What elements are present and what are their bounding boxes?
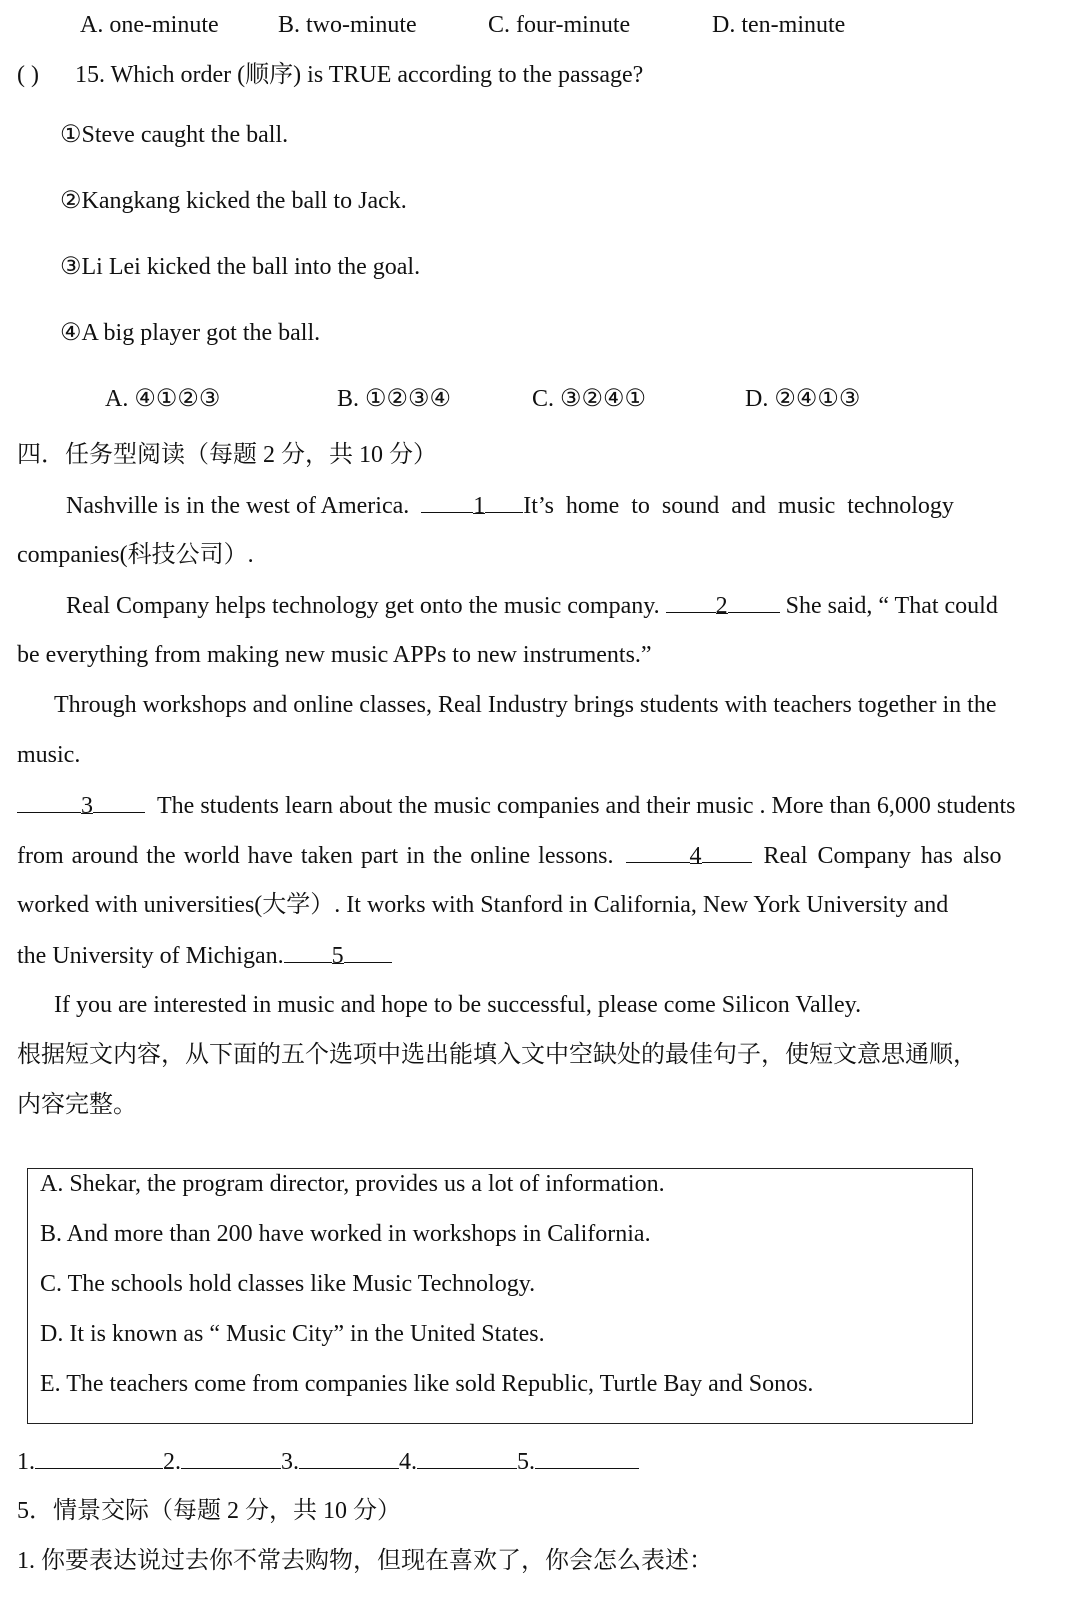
blank-3-tail [93,790,145,813]
passage-p1-line2: companies(科技公司）. [17,542,254,568]
instruction-line1: 根据短文内容，从下面的五个选项中选出能填入文中空缺处的最佳句子，使短文意思通顺， [17,1042,977,1068]
section4-heading: 四．任务型阅读（每题 2 分，共 10 分） [17,442,437,468]
q14-option-d: D. ten-minute [712,12,846,38]
answer-label-4: 4. [399,1449,417,1475]
blank-4-tail [702,840,752,863]
answer-label-1: 1. [17,1449,35,1475]
passage-p1-line1 [66,490,954,521]
blank-3: 3 [81,793,93,819]
q15-option-c: C. ③②④① [532,386,647,412]
choice-e: E. The teachers come from companies like sold Republic, Turtle Bay and Sonos. [40,1371,814,1397]
passage-p2-line2: be everything from making new music APPs to new instruments.” [17,642,652,668]
q15-statement-3: ③Li Lei kicked the ball into the goal. [60,254,421,280]
blank-1: 1 [473,493,486,519]
passage-p2-text-b: She said, “ That could [785,593,998,619]
q15-statement-2: ②Kangkang kicked the ball to Jack. [60,188,407,214]
blank-5: 5 [331,943,344,969]
passage-p2-line1 [66,590,998,621]
passage-p1-text-b: It’s home to sound and music technology [523,493,954,519]
passage-p4-line4 [17,940,392,971]
passage-p4-line2 [17,840,1001,871]
section5-q1: 1. 你要表达说过去你不常去购物，但现在喜欢了，你会怎么表述： [17,1548,713,1574]
passage-p4-text-c: Real Company has also [763,843,1002,869]
blank-5-tail [344,940,392,963]
answer-label-3: 3. [281,1449,299,1475]
q14-option-a: A. one-minute [80,12,219,38]
q15-option-d: D. ②④①③ [745,386,861,412]
passage-p2-text-a: Real Company helps technology get onto the music company. [66,593,660,619]
q15-question: 15. Which order (顺序) is TRUE according to the passage? [75,62,644,88]
answer-blank-1[interactable] [35,1446,163,1469]
passage-p3-line2: music. [17,742,81,768]
answer-label-2: 2. [163,1449,181,1475]
q15-statement-1: ①Steve caught the ball. [60,122,289,148]
passage-p5: If you are interested in music and hope to be successful, please come Silicon Valley. [54,992,862,1018]
section5-heading: 5．情景交际（每题 2 分，共 10 分） [17,1498,401,1524]
blank-2-tail [728,590,780,613]
q15-option-b: B. ①②③④ [337,386,452,412]
instruction-line2: 内容完整。 [17,1092,137,1118]
passage-p4-text-a: The students learn about the music companies and their music . More than 6,000 students [157,793,1016,819]
blank-1-tail [485,490,523,513]
blank-2-lead [666,590,716,613]
q15-option-a: A. ④①②③ [105,386,221,412]
answer-blank-2[interactable] [181,1446,281,1469]
choice-d: D. It is known as “ Music City” in the United States. [40,1321,545,1347]
q15-bracket: ( ) [17,62,39,88]
answer-blank-3[interactable] [299,1446,399,1469]
blank-5-lead [284,940,332,963]
passage-p3-line1: Through workshops and online classes, Real Industry brings students with teachers together in the [54,692,997,718]
blank-4: 4 [689,843,702,869]
passage-p4-line3: worked with universities(大学）. It works with Stanford in California, New York University and [17,892,949,918]
choices-box [27,1168,973,1424]
q14-option-b: B. two-minute [278,12,417,38]
choice-c: C. The schools hold classes like Music Technology. [40,1271,536,1297]
answer-label-5: 5. [517,1449,535,1475]
passage-p4-text-b: from around the world have taken part in the online lessons. [17,843,614,869]
q14-option-c: C. four-minute [488,12,631,38]
choice-a: A. Shekar, the program director, provides us a lot of information. [40,1171,665,1197]
passage-p1-text-a: Nashville is in the west of America. [66,493,410,519]
blank-2: 2 [715,593,728,619]
answer-blank-4[interactable] [417,1446,517,1469]
blank-4-lead [626,840,690,863]
passage-p4-line1 [17,790,1015,821]
answer-line [17,1446,639,1477]
blank-1-lead [421,490,473,513]
passage-p4-text-e: the University of Michigan. [17,943,284,969]
answer-blank-5[interactable] [535,1446,639,1469]
choice-b: B. And more than 200 have worked in workshops in California. [40,1221,651,1247]
blank-3-lead [17,790,81,813]
q15-statement-4: ④A big player got the ball. [60,320,321,346]
